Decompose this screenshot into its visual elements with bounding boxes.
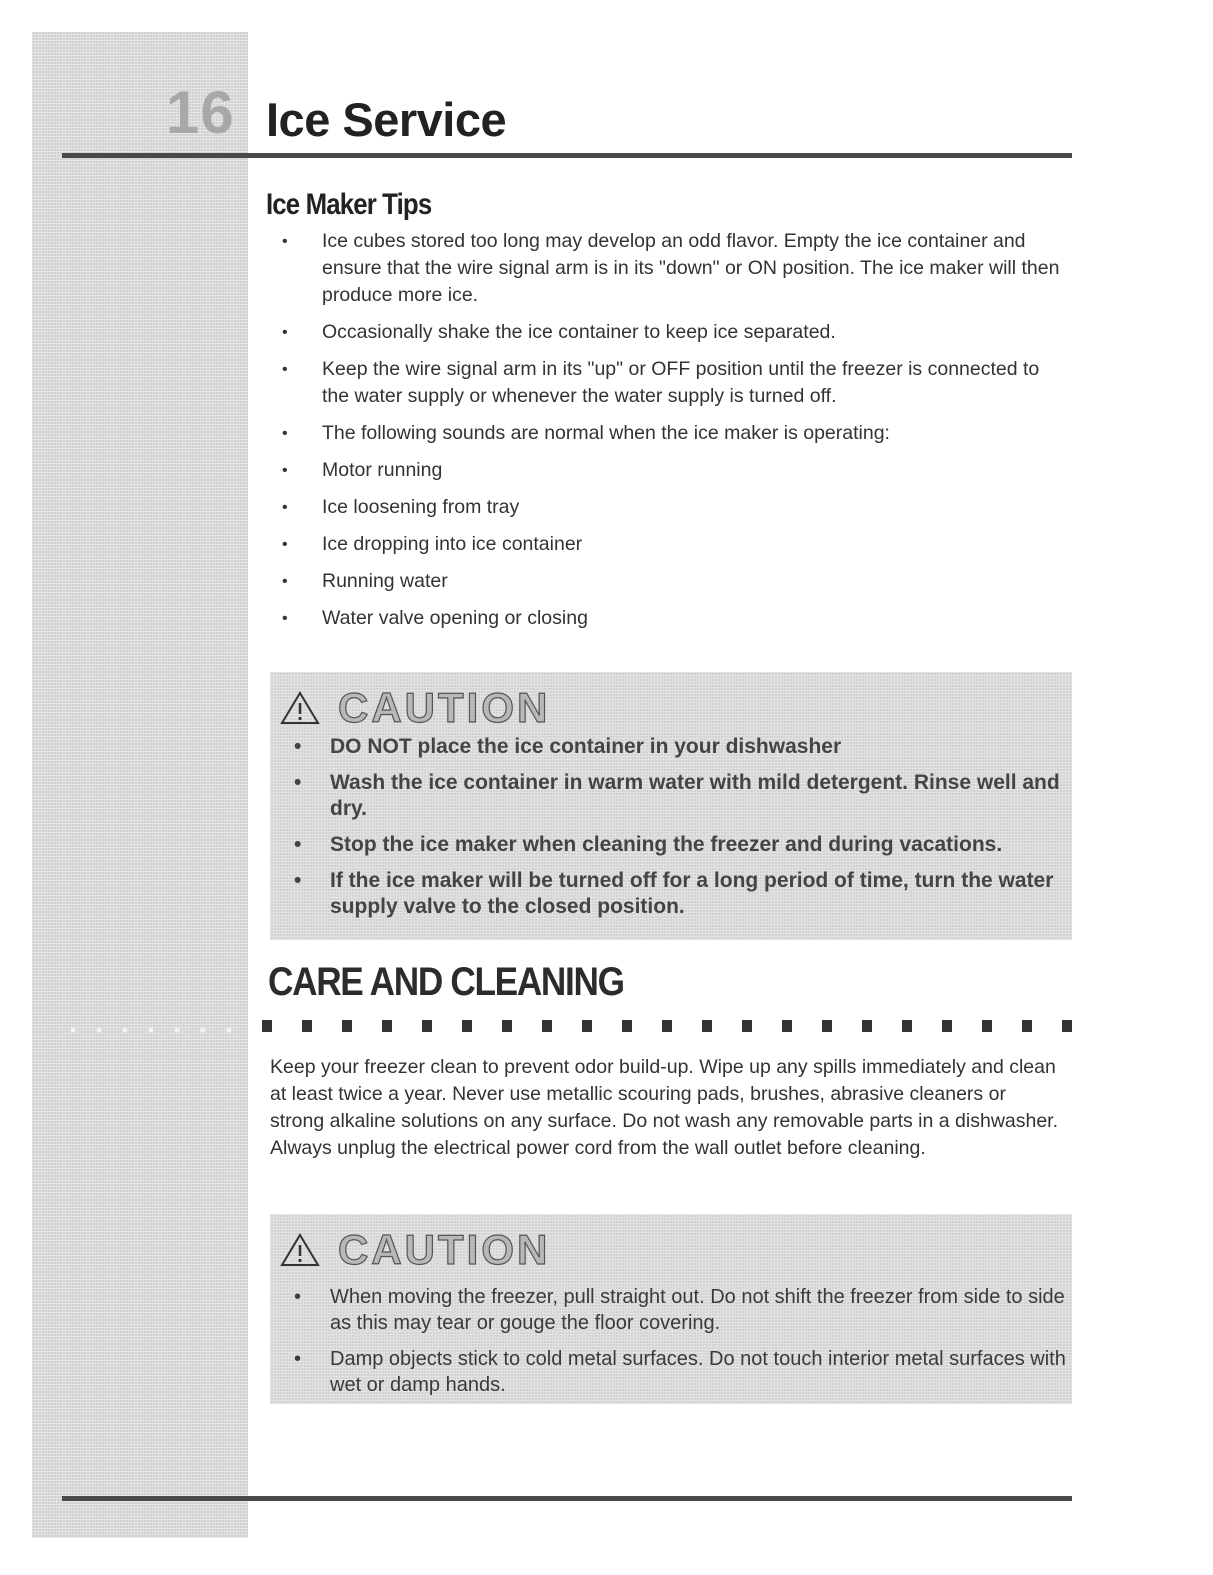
tip-text: Keep the wire signal arm in its "up" or OFF position until the freezer is connected to the water supply or whenever the water supply is turned off. [322,358,1040,407]
tip-text: Motor running [322,459,443,481]
bullet-icon: • [294,1286,302,1308]
list-item [270,457,1070,484]
caution-title: CAUTION [338,1226,551,1273]
bullet-icon: • [294,833,302,856]
list-item [270,568,1070,595]
bullet-icon: • [282,324,288,341]
bullet-icon: • [282,425,288,442]
warning-triangle-icon [280,1232,320,1268]
tip-text: Ice dropping into ice container [322,533,583,555]
bullet-icon: • [282,361,288,378]
caution-text: DO NOT place the ice container in your dishwasher [330,735,842,758]
list-item [280,832,1070,858]
list-item [280,1346,1070,1398]
list-item [270,228,1070,309]
caution-text: Stop the ice maker when cleaning the freezer and during vacations. [330,833,1003,856]
caution-text: If the ice maker will be turned off for a long period of time, turn the water supply valve to the closed position. [330,869,1054,918]
care-paragraph: Keep your freezer clean to prevent odor build-up. Wipe up any spills immediately and clean at least twice a year. Never use metallic scouring pads, brushes, abrasive cleaners or strong alkaline solutions on any surface. Do not wash any removable parts in a dishwasher. Always unplug the electrical power cord from the wall outlet before cleaning. [270,1056,1059,1159]
list-item [270,605,1070,632]
list-item [280,734,1070,760]
list-item [270,420,1070,447]
chapter-number: 16 [166,79,235,146]
bullet-icon: • [294,771,302,794]
tips-list [270,228,1070,642]
divider-dots [262,1020,1074,1032]
tip-text: Running water [322,570,448,592]
tip-text: Occasionally shake the ice container to keep ice separated. [322,321,836,343]
caution-header [280,1226,550,1274]
warning-triangle-icon [280,690,320,726]
tip-text: Ice cubes stored too long may develop an odd flavor. Empty the ice container and ensure that the wire signal arm is in its "down" or ON position. The ice maker will then produce more ice. [322,230,1060,306]
caution-header [280,684,550,732]
bottom-rule [62,1496,1072,1501]
tip-text: The following sounds are normal when the ice maker is operating: [322,422,890,444]
bullet-icon: • [282,233,288,250]
tips-heading: Ice Maker Tips [266,188,432,221]
list-item [280,770,1070,822]
tip-text: Water valve opening or closing [322,607,588,629]
caution-text: Wash the ice container in warm water with mild detergent. Rinse well and dry. [330,771,1060,820]
page-title: Ice Service [266,93,507,146]
list-item [270,356,1070,410]
caution-box-moving [270,1214,1072,1404]
bullet-icon: • [294,735,302,758]
caution-text: Damp objects stick to cold metal surfaces. Do not touch interior metal surfaces with wet or damp hands. [330,1348,1066,1396]
tip-text: Ice loosening from tray [322,496,520,518]
bullet-icon: • [282,573,288,590]
care-heading: CARE AND CLEANING [268,960,624,1004]
list-item [270,494,1070,521]
caution-box-ice [270,672,1072,940]
sidebar-decoration [32,32,248,1538]
bullet-icon: • [282,610,288,627]
top-rule [62,153,1072,158]
bullet-icon: • [294,869,302,892]
bullet-icon: • [282,499,288,516]
caution-list [280,1284,1070,1408]
bullet-icon: • [282,536,288,553]
sidebar-dots [60,1024,240,1036]
caution-list [280,734,1070,930]
list-item [270,531,1070,558]
caution-title: CAUTION [338,684,551,731]
list-item [270,319,1070,346]
list-item [280,868,1070,920]
bullet-icon: • [282,462,288,479]
caution-text: When moving the freezer, pull straight out. Do not shift the freezer from side to side as this may tear or gouge the floor covering. [330,1286,1065,1334]
bullet-icon: • [294,1348,302,1370]
list-item [280,1284,1070,1336]
